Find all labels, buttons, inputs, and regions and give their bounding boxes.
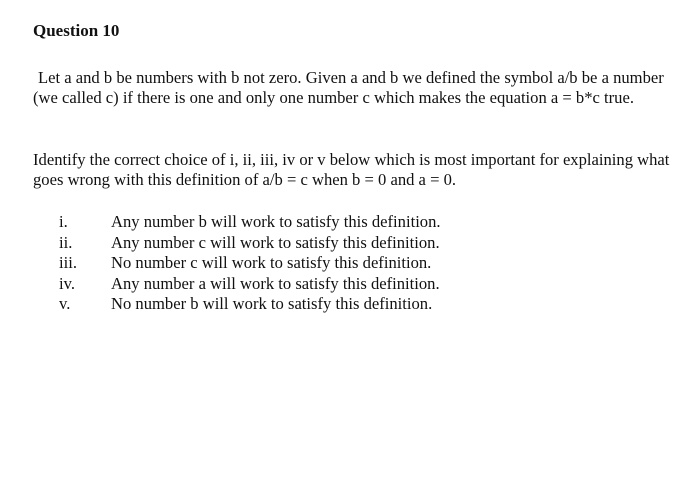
choice-text: No number c will work to satisfy this definition. (111, 253, 432, 272)
choice-numeral: ii. (59, 232, 73, 252)
choice-text: No number b will work to satisfy this definition. (111, 294, 433, 313)
question-title: Question 10 (33, 21, 120, 41)
answer-choice-i (0, 212, 700, 233)
choice-text: Any number b will work to satisfy this definition. (111, 212, 441, 231)
choice-text: Any number c will work to satisfy this definition. (111, 232, 440, 252)
answer-choice-list (0, 212, 700, 315)
choice-numeral: v. (59, 294, 71, 313)
answer-choice-iv (0, 274, 700, 295)
answer-choice-v (0, 294, 700, 315)
choice-text: Any number a will work to satisfy this definition. (111, 273, 440, 293)
instruction-paragraph: Identify the correct choice of i, ii, iii, iv or v below which is most important for explaining what goes wrong with this definition of a/b = c when b = 0 and a = 0. (33, 149, 670, 190)
definition-paragraph: Let a and b be numbers with b not zero. Given a and b we defined the symbol a/b be a number (we called c) if there is one and only one number c which makes the equation a = b*c true. (33, 67, 664, 108)
choice-numeral: iv. (59, 273, 75, 293)
choice-numeral: iii. (59, 253, 77, 272)
answer-choice-iii (0, 253, 700, 274)
answer-choice-ii (0, 233, 700, 254)
choice-numeral: i. (59, 212, 68, 231)
